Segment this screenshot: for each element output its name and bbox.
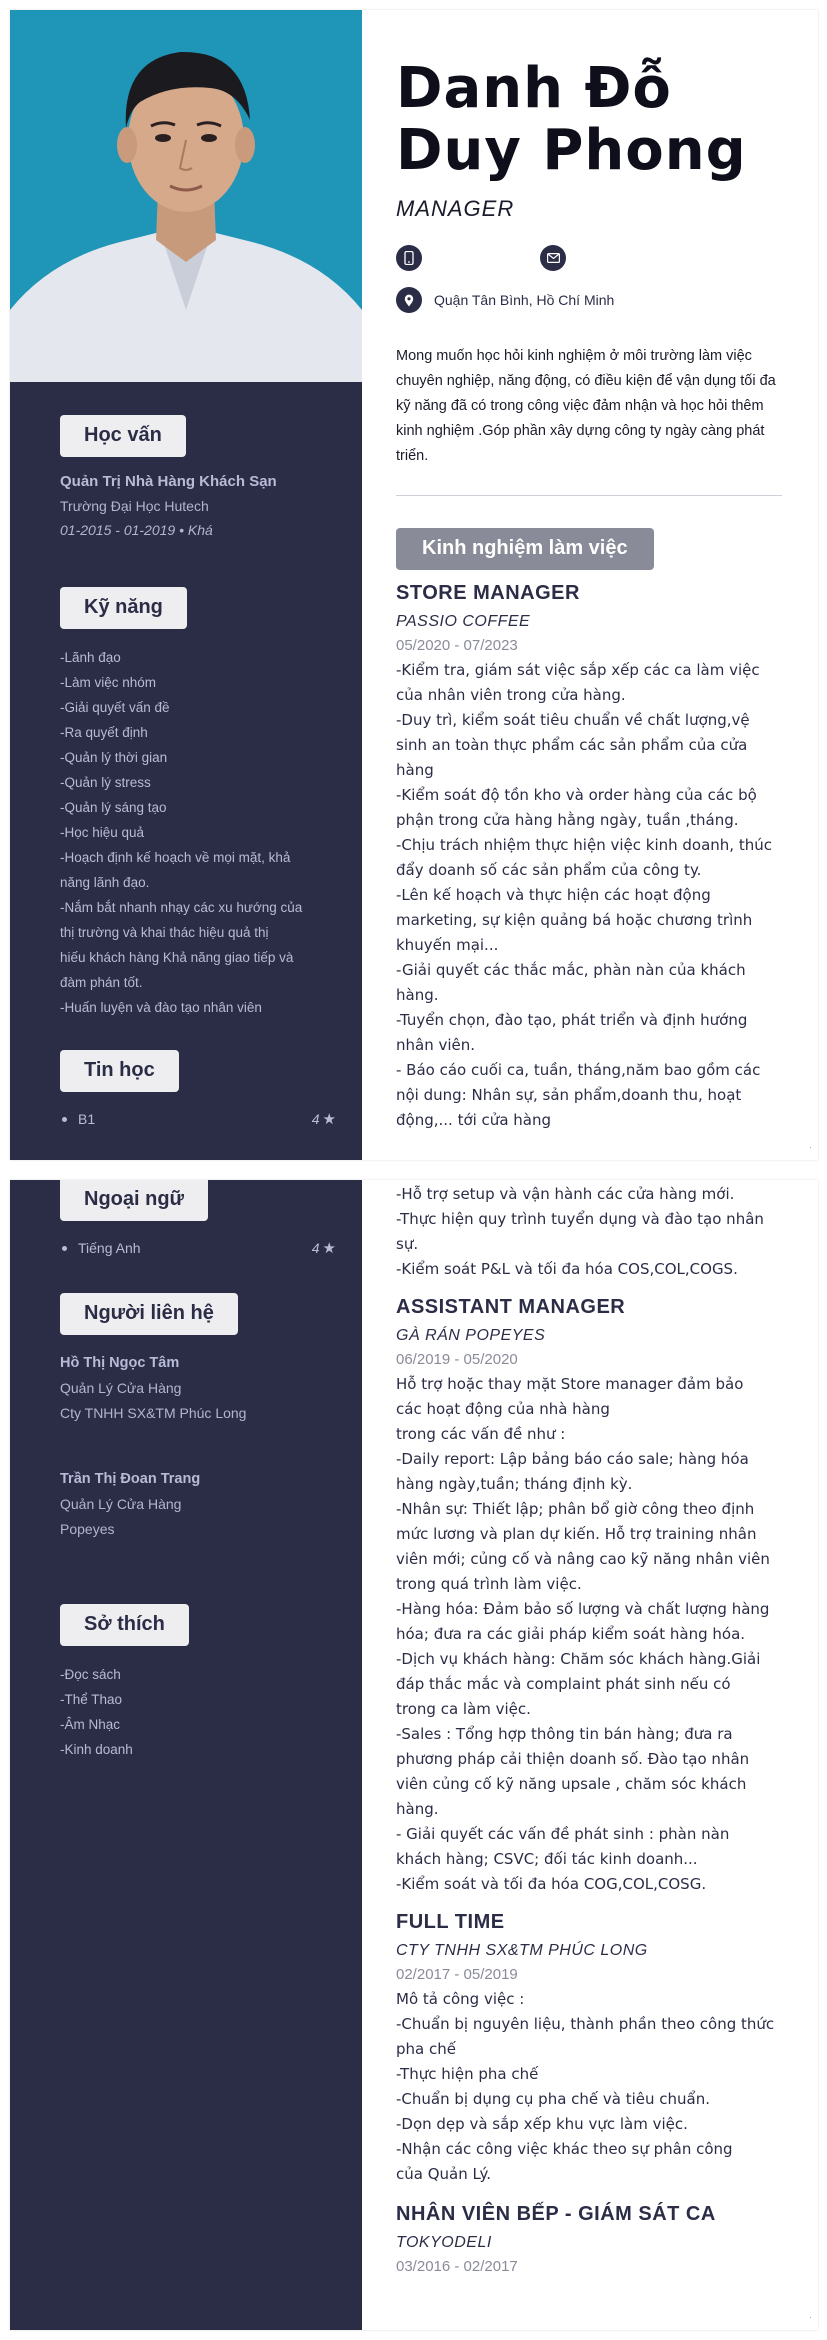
job-title: ASSISTANT MANAGER xyxy=(396,1296,626,1318)
map-pin-icon xyxy=(396,287,422,313)
education-dates-grade: 01-2015 - 01-2019 • Khá xyxy=(60,522,213,538)
hobby-line: -Đọc sách xyxy=(60,1667,121,1682)
job-kitchen-supervisor xyxy=(396,2203,782,2275)
hobbies-list xyxy=(60,1662,342,1762)
job-description-line: -Nhận các công việc khác theo sự phân công xyxy=(396,2140,733,2158)
job-description-line: của Quản Lý. xyxy=(396,2165,491,2183)
reference-org: Popeyes xyxy=(60,1521,115,1537)
education-heading: Học vấn xyxy=(60,415,186,457)
computing-item-level: 4 ★ xyxy=(311,1111,336,1128)
job-description-line: -Kiểm soát độ tồn kho và order hàng của các bộ xyxy=(396,786,757,804)
job-description-line: -Duy trì, kiểm soát tiêu chuẩn về chất lượng,vệ xyxy=(396,711,750,729)
computing-heading: Tin học xyxy=(60,1050,179,1092)
job-description-line: mức lương và plan dự kiến. Hỗ trợ training nhân xyxy=(396,1525,757,1543)
job-description-line: - Giải quyết các vấn đề phát sinh : phàn nàn xyxy=(396,1825,730,1843)
job-description-line: -Hàng hóa: Đảm bảo số lượng và chất lượng hàng xyxy=(396,1600,770,1618)
job-dates: 06/2019 - 05/2020 xyxy=(396,1351,518,1368)
experience-heading: Kinh nghiệm làm việc xyxy=(396,528,654,570)
job-description-line: -Chuẩn bị dụng cụ pha chế và tiêu chuẩn. xyxy=(396,2090,711,2108)
job-company: PASSIO COFFEE xyxy=(396,613,531,630)
job-store-manager xyxy=(396,582,782,1133)
job-description-line: sự. xyxy=(396,1235,419,1253)
job-description-line: -Tuyển chọn, đào tạo, phát triển và định hướng xyxy=(396,1011,748,1029)
mail-icon xyxy=(540,245,566,271)
job-description-line: khách hàng; CSVC; đối tác kinh doanh... xyxy=(396,1850,698,1868)
job-description-line: -Giải quyết các thắc mắc, phàn nàn của khách xyxy=(396,961,746,979)
job-dates: 03/2016 - 02/2017 xyxy=(396,2258,518,2275)
job-description-line: động,... tới cửa hàng xyxy=(396,1111,552,1129)
skill-line: -Quản lý thời gian xyxy=(60,750,168,765)
hobby-line: -Kinh doanh xyxy=(60,1742,133,1757)
references-heading: Người liên hệ xyxy=(60,1293,238,1335)
job-description-line: của nhân viên trong cửa hàng. xyxy=(396,686,626,704)
computing-item xyxy=(60,1108,342,1130)
job-description-line: -Lên kế hoạch và thực hiện các hoạt động xyxy=(396,886,711,904)
location-row xyxy=(396,286,782,314)
skill-line: -Hoạch định kế hoạch về mọi mặt, khả xyxy=(60,850,291,865)
sidebar xyxy=(10,10,362,1160)
job-description-line: hóa; đưa ra các giải pháp kiểm soát hàng hóa. xyxy=(396,1625,746,1643)
job-dates: 05/2020 - 07/2023 xyxy=(396,637,518,654)
job-description-line: -Chịu trách nhiệm thực hiện việc kinh doanh, thúc xyxy=(396,836,772,854)
languages-section xyxy=(60,1180,342,1259)
language-item-level: 4 ★ xyxy=(311,1240,336,1257)
location-value: Quận Tân Bình, Hồ Chí Minh xyxy=(434,292,615,308)
skill-line: -Ra quyết định xyxy=(60,725,148,740)
skills-heading: Kỹ năng xyxy=(60,587,187,629)
job-description-line: pha chế xyxy=(396,2040,456,2058)
languages-heading: Ngoại ngữ xyxy=(60,1180,208,1221)
skill-line: -Nắm bắt nhanh nhạy các xu hướng của xyxy=(60,900,303,915)
star-icon: ★ xyxy=(322,1111,336,1128)
sidebar xyxy=(10,1180,362,2330)
skill-line: -Quản lý stress xyxy=(60,775,151,790)
education-section xyxy=(60,415,342,538)
skill-line: thị trường và khai thác hiệu quả thị xyxy=(60,925,269,940)
job-description-line: phận trong cửa hàng hằng ngày, tuần ,tháng. xyxy=(396,811,739,829)
job-description-line: hàng. xyxy=(396,1800,439,1818)
job-description-line: hàng ngày,tuần; tháng định kỳ. xyxy=(396,1475,633,1493)
computing-item-label: B1 xyxy=(78,1111,96,1127)
job-dates: 02/2017 - 05/2019 xyxy=(396,1966,518,1983)
skill-line: -Lãnh đạo xyxy=(60,650,121,665)
job-description-line: đáp thắc mắc và complaint phát sinh nếu có xyxy=(396,1675,731,1693)
section-divider xyxy=(396,495,782,496)
job-description-line: các hoạt động của nhà hàng xyxy=(396,1400,610,1418)
job-description-line: -Kiểm soát và tối đa hóa COG,COL,COSG. xyxy=(396,1875,707,1893)
job-description xyxy=(396,1987,782,2187)
page-marker: · xyxy=(809,2312,812,2322)
job-description-line: khuyến mại... xyxy=(396,936,499,954)
job-description-line: -Hỗ trợ setup và vận hành các cửa hàng mới. xyxy=(396,1185,735,1203)
job-title: STORE MANAGER xyxy=(396,582,580,604)
full-name xyxy=(396,58,782,182)
skills-list xyxy=(60,645,342,1020)
skill-line: -Làm việc nhóm xyxy=(60,675,157,690)
reference-item xyxy=(60,1467,342,1542)
hobbies-heading: Sở thích xyxy=(60,1604,189,1646)
skill-line: đàm phán tốt. xyxy=(60,975,143,990)
name-line-2: Duy Phong xyxy=(396,118,747,183)
skill-line: -Học hiệu quả xyxy=(60,825,145,840)
job-company: CTY TNHH SX&TM PHÚC LONG xyxy=(396,1942,648,1959)
job-description xyxy=(396,1372,782,1897)
job-company: TOKYODELI xyxy=(396,2234,492,2251)
job-description-line: trong ca làm việc. xyxy=(396,1700,531,1718)
job-assistant-manager xyxy=(396,1296,782,1897)
star-icon: ★ xyxy=(322,1240,336,1257)
reference-org: Cty TNHH SX&TM Phúc Long xyxy=(60,1405,247,1421)
career-objective: Mong muốn học hỏi kinh nghiệm ở môi trường làm việc chuyên nghiệp, năng động, có điều kiện để vận dụng tối đa kỹ năng đã có trong công việc đảm nhận và học hỏi thêm kinh nghiệm .Góp phần xây dựng công ty ngày càng phát triển. xyxy=(396,348,776,464)
computing-section xyxy=(60,1050,342,1130)
skill-line: -Huấn luyện và đào tạo nhân viên xyxy=(60,1000,262,1015)
job-description xyxy=(396,658,782,1133)
skills-section xyxy=(60,587,342,1020)
job-description-line: -Dịch vụ khách hàng: Chăm sóc khách hàng.Giải xyxy=(396,1650,761,1668)
job-description-line: nhân viên. xyxy=(396,1036,476,1054)
hobbies-section xyxy=(60,1604,342,1762)
job-description-line: Hỗ trợ hoặc thay mặt Store manager đảm bảo xyxy=(396,1375,744,1393)
job-description-line: hàng. xyxy=(396,986,439,1004)
reference-name: Trần Thị Đoan Trang xyxy=(60,1471,201,1487)
reference-name: Hồ Thị Ngọc Tâm xyxy=(60,1355,180,1371)
education-degree: Quản Trị Nhà Hàng Khách Sạn xyxy=(60,473,277,490)
hobby-line: -Âm Nhạc xyxy=(60,1717,121,1732)
job-description-continued xyxy=(396,1182,782,1282)
job-description-line: -Kiểm tra, giám sát việc sắp xếp các ca làm việc xyxy=(396,661,760,679)
job-full-time xyxy=(396,1911,782,2187)
job-description-line: -Nhân sự: Thiết lập; phân bổ giờ công theo định xyxy=(396,1500,755,1518)
job-description-line: -Thực hiện pha chế xyxy=(396,2065,539,2083)
language-item-label: Tiếng Anh xyxy=(78,1240,141,1256)
job-description-line: phương pháp cải thiện doanh số. Đào tạo nhân xyxy=(396,1750,750,1768)
skill-line: -Giải quyết vấn đề xyxy=(60,700,170,715)
job-description-line: -Kiểm soát P&L và tối đa hóa COS,COL,COGS. xyxy=(396,1260,738,1278)
main-column xyxy=(362,1180,818,2330)
page-marker: · xyxy=(809,1142,812,1152)
contact-row xyxy=(396,244,782,272)
main-column xyxy=(362,10,818,1160)
job-role: MANAGER xyxy=(396,196,515,221)
resume-page-1 xyxy=(10,10,818,1160)
profile-photo xyxy=(10,10,362,382)
hobby-line: -Thể Thao xyxy=(60,1692,123,1707)
job-description-line: -Dọn dẹp và sắp xếp khu vực làm việc. xyxy=(396,2115,688,2133)
job-title: NHÂN VIÊN BẾP - GIÁM SÁT CA xyxy=(396,2203,716,2225)
job-description-line: nội dung: Nhân sự, sản phẩm,doanh thu, hoạt xyxy=(396,1086,742,1104)
skill-line: hiếu khách hàng Khả năng giao tiếp và xyxy=(60,950,294,965)
skill-line: năng lãnh đạo. xyxy=(60,875,150,890)
job-description-line: trong quá trình làm việc. xyxy=(396,1575,582,1593)
phone-icon xyxy=(396,245,422,271)
job-description-line: -Daily report: Lập bảng báo cáo sale; hàng hóa xyxy=(396,1450,749,1468)
resume-page-2 xyxy=(10,1180,818,2330)
job-description-line: viên mới; củng cố và nâng cao kỹ năng nhân viên xyxy=(396,1550,770,1568)
language-item xyxy=(60,1237,342,1259)
reference-title: Quản Lý Cửa Hàng xyxy=(60,1380,182,1396)
job-title: FULL TIME xyxy=(396,1911,505,1933)
job-description-line: trong các vấn đề như : xyxy=(396,1425,566,1443)
job-description-line: marketing, sự kiện quảng bá hoặc chương trình xyxy=(396,911,753,929)
reference-title: Quản Lý Cửa Hàng xyxy=(60,1496,182,1512)
job-description-line: viên củng cố kỹ năng upsale , chăm sóc khách xyxy=(396,1775,747,1793)
job-description-line: hàng xyxy=(396,761,434,779)
job-description-line: đẩy doanh số các sản phẩm của công ty. xyxy=(396,861,702,879)
name-line-1: Danh Đỗ xyxy=(396,56,672,121)
job-description-line: -Sales : Tổng hợp thông tin bán hàng; đưa ra xyxy=(396,1725,733,1743)
references-section xyxy=(60,1293,342,1542)
job-company: GÀ RÁN POPEYES xyxy=(396,1327,546,1344)
job-description-line: -Chuẩn bị nguyên liệu, thành phần theo công thức xyxy=(396,2015,775,2033)
job-description-line: -Thực hiện quy trình tuyển dụng và đào tạo nhân xyxy=(396,1210,764,1228)
job-description-line: Mô tả công việc : xyxy=(396,1990,525,2008)
reference-item xyxy=(60,1351,342,1426)
job-description-line: sinh an toàn thực phẩm các sản phẩm của cửa xyxy=(396,736,748,754)
job-description-line: - Báo cáo cuối ca, tuần, tháng,năm bao gồm các xyxy=(396,1061,761,1079)
education-school: Trường Đại Học Hutech xyxy=(60,498,209,514)
skill-line: -Quản lý sáng tạo xyxy=(60,800,167,815)
